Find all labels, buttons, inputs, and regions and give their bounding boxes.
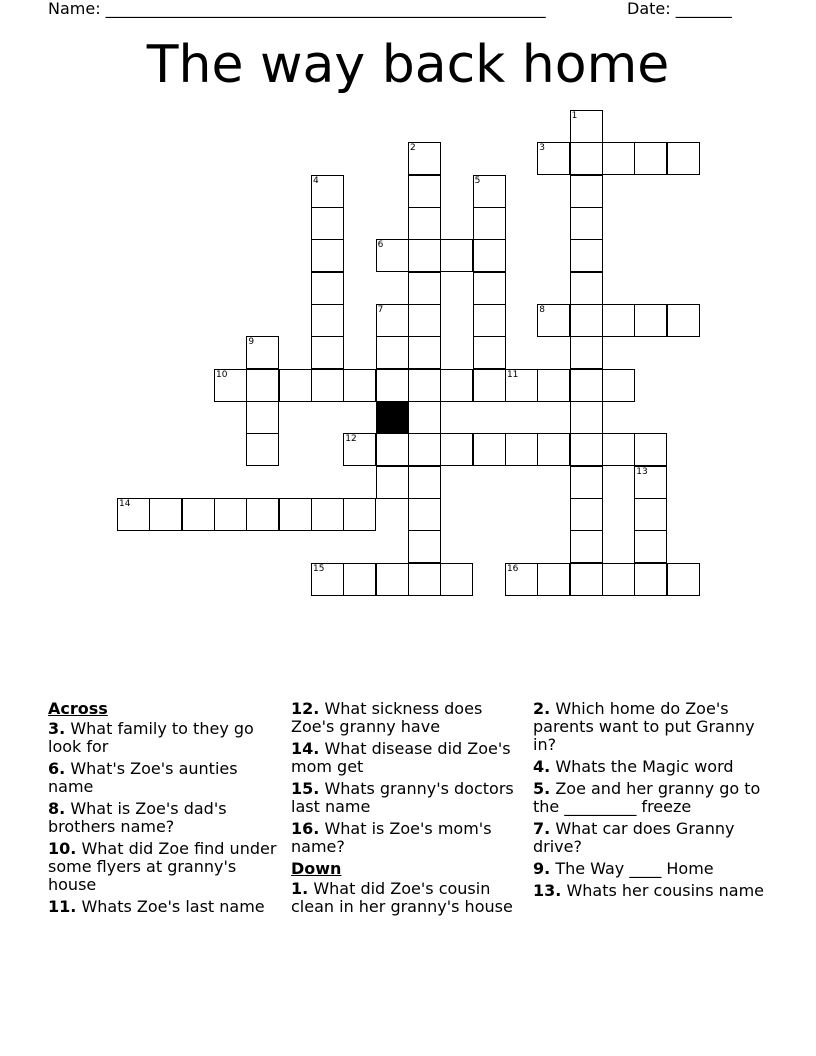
- grid-cell[interactable]: [311, 272, 344, 305]
- clue-text: Zoe and her granny go to the _________ freeze: [533, 779, 761, 816]
- clue-number: 11.: [48, 897, 77, 916]
- worksheet-header: [0, 0, 816, 24]
- grid-cell[interactable]: [408, 401, 441, 434]
- grid-cell[interactable]: [634, 563, 667, 596]
- clue-number: 14.: [291, 739, 320, 758]
- grid-cell[interactable]: [667, 563, 700, 596]
- name-field: Name: _______________________________________________________: [48, 0, 546, 18]
- clue-text: Whats the Magic word: [555, 757, 734, 776]
- grid-cell[interactable]: [408, 498, 441, 531]
- grid-cell[interactable]: [505, 433, 538, 466]
- grid-cell[interactable]: [311, 304, 344, 337]
- clue-across-15: [291, 780, 523, 816]
- clue-number: 15.: [291, 779, 320, 798]
- clue-number: 2.: [533, 699, 551, 718]
- grid-cell[interactable]: [408, 336, 441, 369]
- grid-cell[interactable]: [570, 239, 603, 272]
- clue-across-6: [48, 760, 280, 796]
- grid-cell[interactable]: [408, 304, 441, 337]
- cell-number: 5: [474, 175, 481, 186]
- grid-cell[interactable]: [343, 563, 376, 596]
- grid-cell[interactable]: [537, 304, 570, 337]
- clue-text: What did Zoe find under some flyers at granny's house: [48, 839, 277, 894]
- grid-cell[interactable]: [246, 498, 279, 531]
- across-heading: Across: [48, 699, 108, 718]
- grid-cell[interactable]: [570, 207, 603, 240]
- cell-number: 3: [539, 143, 546, 154]
- grid-cell[interactable]: [246, 369, 279, 402]
- cell-number: 12: [345, 434, 357, 445]
- grid-cell[interactable]: [570, 530, 603, 563]
- grid-cell[interactable]: [408, 142, 441, 175]
- cell-number: 16: [506, 563, 519, 574]
- grid-cell[interactable]: [311, 207, 344, 240]
- grid-cell[interactable]: [408, 239, 441, 272]
- grid-cell[interactable]: [570, 110, 603, 143]
- cell-number: 7: [377, 304, 384, 315]
- grid-cell[interactable]: [667, 304, 700, 337]
- grid-cell[interactable]: [505, 563, 538, 596]
- grid-cell[interactable]: [473, 207, 506, 240]
- grid-cell[interactable]: [570, 175, 603, 208]
- cell-number: 4: [312, 175, 319, 186]
- grid-cell[interactable]: [602, 142, 635, 175]
- clue-text: Whats granny's doctors last name: [291, 779, 514, 816]
- grid-cell[interactable]: [634, 433, 667, 466]
- clue-number: 13.: [533, 881, 562, 900]
- clue-down-9: [533, 860, 773, 878]
- grid-cell[interactable]: [311, 175, 344, 208]
- clue-text: What did Zoe's cousin clean in her granny's house: [291, 879, 513, 916]
- cell-number: 8: [539, 304, 546, 315]
- grid-cell[interactable]: [570, 498, 603, 531]
- clue-text: What's Zoe's aunties name: [48, 759, 238, 796]
- clue-down-7: [533, 820, 773, 856]
- clue-down-4: [533, 758, 773, 776]
- grid-cell[interactable]: [505, 369, 538, 402]
- cell-number: 15: [312, 563, 325, 574]
- cell-number: 1: [571, 111, 578, 121]
- grid-cell[interactable]: [634, 142, 667, 175]
- cell-number: 10: [215, 369, 228, 380]
- grid-cell[interactable]: [311, 563, 344, 596]
- clue-text: Which home do Zoe's parents want to put Granny in?: [533, 699, 755, 754]
- grid-cell[interactable]: [311, 369, 344, 402]
- grid-cell[interactable]: [570, 433, 603, 466]
- grid-cell[interactable]: [634, 498, 667, 531]
- cell-number: 9: [248, 337, 255, 348]
- clue-down-2: [533, 700, 773, 754]
- clue-across-16: [291, 820, 523, 856]
- clue-text: The Way ____ Home: [555, 859, 714, 878]
- clue-number: 1.: [291, 879, 309, 898]
- grid-cell[interactable]: [570, 563, 603, 596]
- grid-cell[interactable]: [570, 401, 603, 434]
- grid-cell[interactable]: [473, 272, 506, 305]
- grid-cell[interactable]: [376, 433, 409, 466]
- grid-cell[interactable]: [570, 369, 603, 402]
- grid-cell[interactable]: [570, 466, 603, 499]
- grid-cell[interactable]: [537, 433, 570, 466]
- clue-number: 5.: [533, 779, 551, 798]
- clue-number: 9.: [533, 859, 551, 878]
- grid-cell[interactable]: [246, 336, 279, 369]
- grid-cell[interactable]: [279, 498, 312, 531]
- clue-across-8: [48, 800, 280, 836]
- grid-cell[interactable]: [473, 433, 506, 466]
- grid-cell[interactable]: [473, 369, 506, 402]
- clue-down-13: [533, 882, 773, 900]
- grid-cell[interactable]: [440, 369, 473, 402]
- grid-cell[interactable]: [408, 433, 441, 466]
- grid-cell[interactable]: [311, 498, 344, 531]
- date-field: Date: _______: [627, 0, 732, 18]
- down-heading: Down: [291, 859, 342, 878]
- clue-down-5: [533, 780, 773, 816]
- grid-cell[interactable]: [602, 304, 635, 337]
- clue-number: 8.: [48, 799, 66, 818]
- grid-cell[interactable]: [343, 369, 376, 402]
- clue-down-1: [291, 880, 523, 916]
- grid-cell[interactable]: [343, 433, 376, 466]
- grid-cell[interactable]: [408, 530, 441, 563]
- clue-number: 6.: [48, 759, 66, 778]
- grid-cell[interactable]: [602, 433, 635, 466]
- clue-text: Whats her cousins name: [566, 881, 764, 900]
- clues-column-3: [533, 700, 773, 904]
- grid-cell[interactable]: [408, 563, 441, 596]
- clues-column-1: [48, 700, 280, 920]
- grid-cell[interactable]: [440, 433, 473, 466]
- grid-cell[interactable]: [570, 142, 603, 175]
- grid-cell[interactable]: [376, 336, 409, 369]
- grid-cell[interactable]: [634, 466, 667, 499]
- grid-cell[interactable]: [602, 563, 635, 596]
- grid-cell[interactable]: [473, 239, 506, 272]
- clue-text: What disease did Zoe's mom get: [291, 739, 511, 776]
- grid-cell[interactable]: [343, 498, 376, 531]
- grid-cell[interactable]: [473, 304, 506, 337]
- clue-across-12: [291, 700, 523, 736]
- cell-number: 2: [409, 143, 416, 154]
- grid-cell[interactable]: [376, 466, 409, 499]
- clues-column-2: [291, 700, 523, 920]
- grid-cell[interactable]: [376, 369, 409, 402]
- grid-cell[interactable]: [182, 498, 215, 531]
- cell-number: 11: [506, 369, 519, 380]
- grid-cell[interactable]: [376, 563, 409, 596]
- grid-cell[interactable]: [634, 530, 667, 563]
- grid-cell[interactable]: [634, 304, 667, 337]
- clue-number: 3.: [48, 719, 66, 738]
- cell-number: 13: [636, 466, 648, 477]
- clue-across-3: [48, 720, 280, 756]
- grid-cell[interactable]: [473, 175, 506, 208]
- grid-cell[interactable]: [149, 498, 182, 531]
- grid-cell[interactable]: [408, 466, 441, 499]
- grid-cell[interactable]: [440, 239, 473, 272]
- grid-cell[interactable]: [311, 239, 344, 272]
- grid-cell[interactable]: [246, 433, 279, 466]
- grid-cell[interactable]: [570, 336, 603, 369]
- grid-cell[interactable]: [440, 563, 473, 596]
- clue-number: 10.: [48, 839, 77, 858]
- grid-cell[interactable]: [667, 142, 700, 175]
- clue-text: What is Zoe's dad's brothers name?: [48, 799, 227, 836]
- grid-cell[interactable]: [246, 401, 279, 434]
- grid-cell[interactable]: [537, 563, 570, 596]
- grid-cell[interactable]: [408, 207, 441, 240]
- clue-across-14: [291, 740, 523, 776]
- clue-number: 16.: [291, 819, 320, 838]
- grid-cell[interactable]: [214, 498, 247, 531]
- clue-text: What family to they go look for: [48, 719, 254, 756]
- grid-cell[interactable]: [537, 369, 570, 402]
- grid-cell[interactable]: [376, 304, 409, 337]
- clue-text: What sickness does Zoe's granny have: [291, 699, 483, 736]
- grid-cell[interactable]: [602, 369, 635, 402]
- clue-across-11: [48, 898, 280, 916]
- clue-text: What car does Granny drive?: [533, 819, 735, 856]
- grid-cell[interactable]: [214, 369, 247, 402]
- clue-number: 7.: [533, 819, 551, 838]
- grid-cell[interactable]: [570, 272, 603, 305]
- grid-cell[interactable]: [408, 175, 441, 208]
- black-square: [376, 401, 409, 434]
- grid-cell[interactable]: [117, 498, 150, 531]
- clue-text: What is Zoe's mom's name?: [291, 819, 492, 856]
- grid-cell[interactable]: [311, 336, 344, 369]
- grid-cell[interactable]: [570, 304, 603, 337]
- clue-text: Whats Zoe's last name: [81, 897, 265, 916]
- grid-cell[interactable]: [408, 369, 441, 402]
- grid-cell[interactable]: [537, 142, 570, 175]
- grid-cell[interactable]: [473, 336, 506, 369]
- grid-cell[interactable]: [279, 369, 312, 402]
- clue-number: 4.: [533, 757, 551, 776]
- page-title: The way back home: [146, 35, 670, 95]
- clue-across-10: [48, 840, 280, 894]
- cell-number: 6: [377, 240, 384, 251]
- cell-number: 14: [119, 498, 131, 509]
- grid-cell[interactable]: [408, 272, 441, 305]
- grid-cell[interactable]: [376, 239, 409, 272]
- clue-number: 12.: [291, 699, 320, 718]
